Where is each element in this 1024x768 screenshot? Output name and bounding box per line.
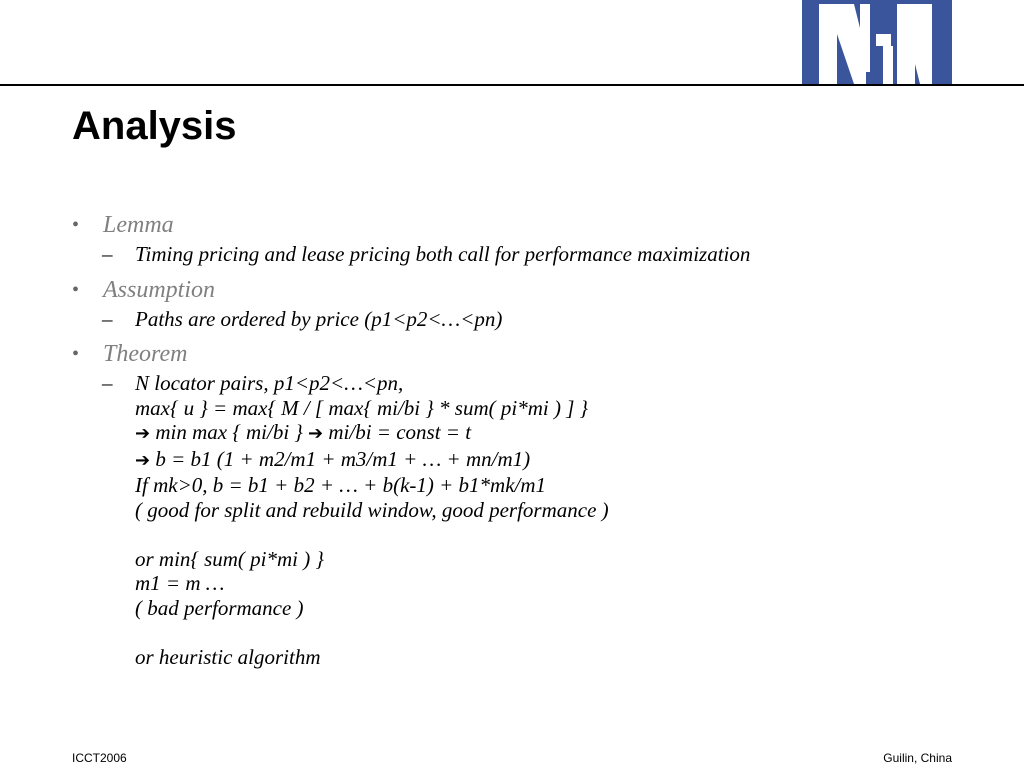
header-divider — [0, 84, 1024, 86]
theorem-line: If mk>0, b = b1 + b2 + … + b(k-1) + b1*mk/m1 — [135, 473, 547, 497]
theorem-line: ( bad performance ) — [135, 595, 304, 620]
sub-bullet-lemma — [72, 242, 972, 267]
sub-bullet-text: Paths are ordered by price (p1<p2<…<pn) — [135, 306, 503, 331]
theorem-line: N locator pairs, p1<p2<…<pn, — [135, 371, 404, 395]
footer-location: Guilin, China — [883, 751, 952, 765]
theorem-term: b = b1 (1 + m2/m1 + m3/m1 + … + mn/m1) — [155, 446, 531, 471]
slide-body — [72, 208, 972, 675]
bullet-dot-icon: • — [72, 214, 80, 236]
right-arrow-icon: ➔ — [135, 449, 151, 471]
theorem-term: mi/bi = const = t — [328, 420, 472, 444]
theorem-line — [135, 447, 972, 474]
sub-bullet-assumption — [72, 307, 972, 332]
theorem-line — [135, 522, 972, 547]
dash-icon: – — [102, 242, 113, 266]
right-arrow-icon: ➔ — [135, 423, 151, 444]
slide-title: Analysis — [72, 104, 237, 148]
bullet-theorem — [72, 337, 972, 371]
sub-bullet-text: Timing pricing and lease pricing both call for performance maximization — [135, 242, 751, 266]
theorem-term: min max { mi/bi } — [155, 420, 303, 444]
theorem-line: m1 = m … — [135, 571, 225, 595]
footer-conference: ICCT2006 — [72, 751, 127, 765]
bullet-dot-icon: • — [72, 343, 80, 365]
sub-bullet-theorem — [72, 371, 972, 669]
theorem-line: ( good for split and rebuild window, good performance ) — [135, 497, 609, 522]
bullet-assumption — [72, 273, 972, 307]
theorem-line: or heuristic algorithm — [135, 644, 321, 669]
right-arrow-icon: ➔ — [308, 423, 324, 444]
bullet-lemma — [72, 208, 972, 242]
bullet-label: Theorem — [103, 341, 188, 367]
bullet-label: Assumption — [103, 276, 216, 303]
dash-icon: – — [102, 306, 113, 331]
theorem-line — [135, 620, 972, 645]
theorem-line: max{ u } = max{ M / [ max{ mi/bi } * sum( pi*mi ) ] } — [135, 395, 589, 420]
dash-icon: – — [102, 371, 113, 395]
bullet-dot-icon: • — [72, 278, 80, 301]
theorem-line: or min{ sum( pi*mi ) } — [135, 546, 324, 571]
nhn-logo — [802, 0, 952, 86]
theorem-line — [135, 420, 972, 447]
bullet-label: Lemma — [103, 212, 174, 238]
